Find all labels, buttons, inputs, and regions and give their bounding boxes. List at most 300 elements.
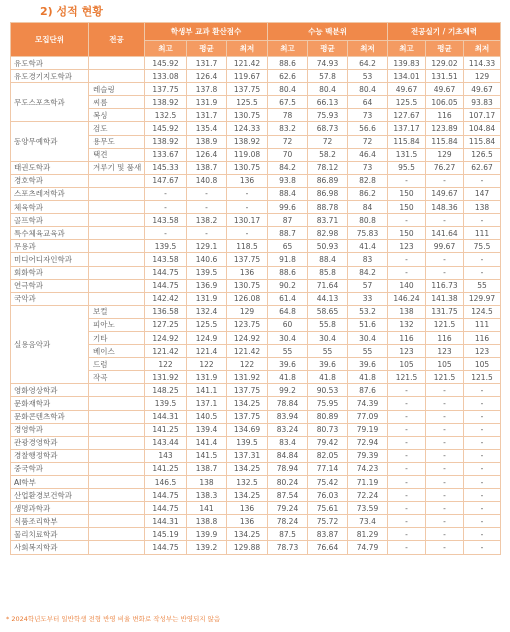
major-cell: [89, 214, 145, 227]
score-cell: 51.6: [348, 318, 388, 331]
header-dept: 모집단위: [11, 23, 89, 57]
score-cell: 111: [464, 318, 501, 331]
score-cell: 137.17: [388, 122, 426, 135]
score-cell: 129.02: [426, 57, 464, 70]
score-cell: 39.6: [308, 358, 348, 371]
table-row: [11, 423, 501, 436]
score-cell: 138.7: [187, 161, 227, 174]
dept-cell: AI학부: [11, 476, 89, 489]
score-cell: 90.2: [268, 279, 308, 292]
major-cell: [89, 515, 145, 528]
score-cell: 70: [268, 148, 308, 161]
score-cell: 115.84: [426, 135, 464, 148]
score-cell: 83.24: [268, 423, 308, 436]
score-cell: 72: [268, 135, 308, 148]
score-cell: 129.88: [227, 541, 268, 554]
score-cell: 73: [348, 161, 388, 174]
score-cell: 105: [464, 358, 501, 371]
major-cell: 택견: [89, 148, 145, 161]
major-cell: 레슬링: [89, 83, 145, 96]
score-cell: 119.08: [227, 148, 268, 161]
score-cell: 74.93: [308, 57, 348, 70]
score-cell: 78.12: [308, 161, 348, 174]
score-cell: 99.6: [268, 201, 308, 214]
score-cell: 41.4: [348, 240, 388, 253]
score-cell: 132.5: [227, 476, 268, 489]
score-cell: -: [388, 266, 426, 279]
score-cell: 141.1: [187, 384, 227, 397]
score-cell: -: [187, 187, 227, 200]
score-cell: 141.25: [145, 462, 187, 475]
table-row: [11, 57, 501, 70]
table-row: [11, 502, 501, 515]
dept-cell: 실용음악과: [11, 305, 89, 384]
score-cell: 55: [348, 345, 388, 358]
score-cell: -: [388, 410, 426, 423]
major-cell: [89, 410, 145, 423]
score-cell: -: [464, 214, 501, 227]
table-row: [11, 449, 501, 462]
score-cell: 125.5: [227, 96, 268, 109]
score-cell: 137.1: [187, 397, 227, 410]
score-cell: 99.67: [426, 240, 464, 253]
table-row: [11, 292, 501, 305]
major-cell: [89, 174, 145, 187]
dept-cell: 유도학과: [11, 57, 89, 70]
score-cell: 57.8: [308, 70, 348, 83]
score-cell: 127.25: [145, 318, 187, 331]
score-cell: 123: [388, 345, 426, 358]
score-cell: 132.4: [187, 305, 227, 318]
score-cell: 55: [464, 279, 501, 292]
table-row: [11, 410, 501, 423]
major-cell: 복싱: [89, 109, 145, 122]
score-cell: 74.39: [348, 397, 388, 410]
score-cell: 130.75: [227, 161, 268, 174]
score-cell: 141.64: [426, 227, 464, 240]
table-row: [11, 266, 501, 279]
major-cell: 드럼: [89, 358, 145, 371]
score-cell: 49.67: [464, 83, 501, 96]
score-cell: -: [145, 187, 187, 200]
score-cell: 130.75: [227, 279, 268, 292]
score-cell: 144.75: [145, 489, 187, 502]
score-cell: 90.53: [308, 384, 348, 397]
score-cell: 39.6: [268, 358, 308, 371]
score-cell: 80.73: [308, 423, 348, 436]
score-cell: 123.89: [426, 122, 464, 135]
score-cell: -: [388, 541, 426, 554]
score-cell: 95.5: [388, 161, 426, 174]
score-cell: 73.59: [348, 502, 388, 515]
score-cell: -: [388, 423, 426, 436]
score-cell: 79.39: [348, 449, 388, 462]
major-cell: [89, 397, 145, 410]
score-cell: 144.75: [145, 541, 187, 554]
score-cell: 88.4: [308, 253, 348, 266]
score-cell: 150: [388, 227, 426, 240]
score-cell: -: [388, 502, 426, 515]
score-cell: 124.33: [227, 122, 268, 135]
score-cell: 134.25: [227, 397, 268, 410]
score-cell: -: [388, 515, 426, 528]
score-cell: 30.4: [268, 331, 308, 344]
score-cell: -: [426, 253, 464, 266]
score-cell: 129.1: [187, 240, 227, 253]
major-cell: [89, 541, 145, 554]
score-cell: 114.33: [464, 57, 501, 70]
major-cell: [89, 292, 145, 305]
score-cell: -: [426, 423, 464, 436]
header-sub: 최저: [227, 41, 268, 57]
score-cell: 85.8: [308, 266, 348, 279]
score-cell: 126.4: [187, 70, 227, 83]
score-cell: 138: [388, 305, 426, 318]
dept-cell: 동양무예학과: [11, 122, 89, 161]
score-cell: 137.8: [187, 83, 227, 96]
score-cell: 134.69: [227, 423, 268, 436]
score-cell: -: [388, 214, 426, 227]
score-cell: 139.2: [187, 541, 227, 554]
score-cell: 129: [227, 305, 268, 318]
score-cell: 86.98: [308, 187, 348, 200]
major-cell: 겨루기 및 품새: [89, 161, 145, 174]
score-cell: 62.67: [464, 161, 501, 174]
major-cell: [89, 279, 145, 292]
score-cell: -: [464, 541, 501, 554]
score-cell: 72: [308, 135, 348, 148]
score-cell: 141.5: [187, 449, 227, 462]
table-row: [11, 476, 501, 489]
dept-cell: 유도경기지도학과: [11, 70, 89, 83]
score-cell: 147: [464, 187, 501, 200]
score-cell: 115.84: [388, 135, 426, 148]
score-cell: 49.67: [388, 83, 426, 96]
major-cell: 검도: [89, 122, 145, 135]
header-major: 전공: [89, 23, 145, 57]
score-cell: -: [388, 528, 426, 541]
score-cell: -: [426, 397, 464, 410]
score-cell: 139.5: [187, 266, 227, 279]
score-cell: 72.94: [348, 436, 388, 449]
score-cell: 78.84: [268, 397, 308, 410]
score-cell: -: [426, 476, 464, 489]
score-cell: 131.9: [187, 371, 227, 384]
score-cell: 139.5: [145, 240, 187, 253]
score-cell: 111: [464, 227, 501, 240]
score-cell: 74.23: [348, 462, 388, 475]
score-cell: -: [464, 515, 501, 528]
score-cell: 105: [426, 358, 464, 371]
score-cell: 144.75: [145, 502, 187, 515]
score-cell: 116: [464, 331, 501, 344]
score-cell: 66.13: [308, 96, 348, 109]
score-cell: 115.84: [464, 135, 501, 148]
score-cell: 134.25: [227, 489, 268, 502]
dept-cell: 경영학과: [11, 423, 89, 436]
major-cell: 기타: [89, 331, 145, 344]
score-cell: 84.84: [268, 449, 308, 462]
score-cell: 91.8: [268, 253, 308, 266]
major-cell: [89, 384, 145, 397]
score-cell: 82.98: [308, 227, 348, 240]
score-cell: 81.29: [348, 528, 388, 541]
score-cell: -: [227, 227, 268, 240]
score-cell: 121.42: [227, 57, 268, 70]
score-cell: 143: [145, 449, 187, 462]
score-cell: 138: [464, 201, 501, 214]
major-cell: [89, 227, 145, 240]
score-cell: 71.64: [308, 279, 348, 292]
score-cell: 78.73: [268, 541, 308, 554]
score-cell: 65: [268, 240, 308, 253]
score-cell: 131.5: [388, 148, 426, 161]
score-cell: 75.95: [308, 397, 348, 410]
score-cell: 72: [348, 135, 388, 148]
score-cell: 88.6: [268, 57, 308, 70]
score-cell: -: [426, 541, 464, 554]
score-cell: 122: [187, 358, 227, 371]
score-cell: 131.75: [426, 305, 464, 318]
header-sub: 최고: [268, 41, 308, 57]
score-cell: 126.4: [187, 148, 227, 161]
score-cell: 116: [426, 109, 464, 122]
score-cell: 77.09: [348, 410, 388, 423]
score-cell: -: [426, 384, 464, 397]
score-cell: 82.05: [308, 449, 348, 462]
major-cell: [89, 528, 145, 541]
score-cell: 131.92: [227, 371, 268, 384]
score-cell: 116: [426, 331, 464, 344]
table-row: [11, 83, 501, 96]
score-cell: 131.9: [187, 292, 227, 305]
score-cell: 123: [426, 345, 464, 358]
score-cell: 143.58: [145, 214, 187, 227]
score-cell: 123: [388, 240, 426, 253]
score-cell: 149.67: [426, 187, 464, 200]
score-cell: 41.8: [268, 371, 308, 384]
score-cell: 86.2: [348, 187, 388, 200]
score-cell: 84.2: [348, 266, 388, 279]
score-cell: 106.05: [426, 96, 464, 109]
major-cell: [89, 253, 145, 266]
score-cell: -: [145, 227, 187, 240]
score-cell: -: [426, 502, 464, 515]
score-cell: 33: [348, 292, 388, 305]
score-cell: 134.01: [388, 70, 426, 83]
major-cell: 베이스: [89, 345, 145, 358]
score-cell: 137.75: [227, 410, 268, 423]
score-cell: 134.25: [227, 462, 268, 475]
score-cell: 53.2: [348, 305, 388, 318]
major-cell: [89, 502, 145, 515]
score-cell: -: [388, 449, 426, 462]
major-cell: [89, 449, 145, 462]
dept-cell: 회화학과: [11, 266, 89, 279]
table-row: [11, 541, 501, 554]
header-sub: 최고: [145, 41, 187, 57]
score-cell: -: [187, 227, 227, 240]
major-cell: [89, 436, 145, 449]
score-cell: 134.25: [227, 528, 268, 541]
score-cell: 131.9: [187, 96, 227, 109]
score-cell: 84: [348, 201, 388, 214]
score-cell: 125.5: [388, 96, 426, 109]
score-cell: 124.92: [227, 331, 268, 344]
header-sub: 최고: [388, 41, 426, 57]
score-cell: 83: [348, 253, 388, 266]
score-cell: 30.4: [348, 331, 388, 344]
score-cell: 71.19: [348, 476, 388, 489]
score-cell: -: [426, 528, 464, 541]
major-cell: [89, 240, 145, 253]
dept-cell: 물리치료학과: [11, 528, 89, 541]
score-cell: 136: [227, 502, 268, 515]
score-cell: 55.8: [308, 318, 348, 331]
score-table: [10, 22, 501, 555]
dept-cell: 스포츠레저학과: [11, 187, 89, 200]
score-cell: 87.6: [348, 384, 388, 397]
score-cell: 135.4: [187, 122, 227, 135]
header-group-school-record: 학생부 교과 환산점수: [145, 23, 268, 41]
dept-cell: 경찰행정학과: [11, 449, 89, 462]
dept-cell: 무용과: [11, 240, 89, 253]
score-cell: -: [388, 174, 426, 187]
score-cell: 138.92: [145, 135, 187, 148]
score-cell: 121.42: [227, 345, 268, 358]
score-cell: 75.93: [308, 109, 348, 122]
dept-cell: 관광경영학과: [11, 436, 89, 449]
score-cell: 131.7: [187, 57, 227, 70]
score-cell: 121.5: [388, 371, 426, 384]
table-row: [11, 279, 501, 292]
score-cell: 93.83: [464, 96, 501, 109]
score-cell: 57: [348, 279, 388, 292]
score-cell: 137.75: [227, 83, 268, 96]
score-cell: 138.92: [227, 135, 268, 148]
score-cell: 144.31: [145, 515, 187, 528]
score-cell: 125.5: [187, 318, 227, 331]
score-cell: 105: [388, 358, 426, 371]
header-group-practical: 전공실기 / 기초체력: [388, 23, 501, 41]
score-cell: -: [426, 436, 464, 449]
dept-cell: 문화콘텐츠학과: [11, 410, 89, 423]
score-cell: 138.2: [187, 214, 227, 227]
score-cell: 126.08: [227, 292, 268, 305]
table-row: [11, 528, 501, 541]
score-cell: 138: [187, 476, 227, 489]
score-cell: 80.4: [348, 83, 388, 96]
score-cell: 88.7: [268, 227, 308, 240]
score-cell: -: [464, 253, 501, 266]
major-cell: [89, 462, 145, 475]
score-cell: 75.83: [348, 227, 388, 240]
score-cell: 83.2: [268, 122, 308, 135]
table-row: [11, 397, 501, 410]
table-row: [11, 70, 501, 83]
score-cell: 144.31: [145, 410, 187, 423]
score-cell: 46.4: [348, 148, 388, 161]
score-cell: 83.87: [308, 528, 348, 541]
score-cell: 80.4: [268, 83, 308, 96]
score-cell: 123.75: [227, 318, 268, 331]
score-cell: -: [426, 462, 464, 475]
table-row: [11, 253, 501, 266]
major-cell: [89, 476, 145, 489]
score-cell: -: [464, 476, 501, 489]
score-cell: -: [464, 489, 501, 502]
score-cell: 143.58: [145, 253, 187, 266]
dept-cell: 중국학과: [11, 462, 89, 475]
table-row: [11, 384, 501, 397]
score-cell: -: [388, 384, 426, 397]
table-row: [11, 122, 501, 135]
score-cell: 140.6: [187, 253, 227, 266]
score-cell: 122: [227, 358, 268, 371]
score-cell: 123: [464, 345, 501, 358]
score-cell: 83.71: [308, 214, 348, 227]
score-cell: 56.6: [348, 122, 388, 135]
score-cell: 129: [426, 148, 464, 161]
score-cell: 141: [187, 502, 227, 515]
score-cell: 121.5: [426, 318, 464, 331]
score-cell: -: [464, 410, 501, 423]
score-cell: 139.5: [227, 436, 268, 449]
score-cell: -: [388, 253, 426, 266]
score-cell: 88.78: [308, 201, 348, 214]
score-cell: 148.25: [145, 384, 187, 397]
major-cell: [89, 201, 145, 214]
table-row: [11, 187, 501, 200]
score-cell: 137.75: [145, 83, 187, 96]
major-cell: [89, 489, 145, 502]
score-cell: 116: [388, 331, 426, 344]
dept-cell: 사회복지학과: [11, 541, 89, 554]
major-cell: [89, 70, 145, 83]
score-cell: 141.38: [426, 292, 464, 305]
score-cell: 140: [388, 279, 426, 292]
score-cell: 144.75: [145, 266, 187, 279]
score-cell: -: [227, 201, 268, 214]
score-cell: 144.75: [145, 279, 187, 292]
score-cell: 146.24: [388, 292, 426, 305]
header-sub: 평균: [308, 41, 348, 57]
footnote: * 2024학년도부터 일반학생 전형 반영 비율 변화로 작성부는 반영되지 않음: [6, 615, 221, 623]
score-cell: 75.61: [308, 502, 348, 515]
score-cell: 124.92: [145, 331, 187, 344]
score-cell: 99.2: [268, 384, 308, 397]
score-cell: -: [464, 174, 501, 187]
score-cell: 150: [388, 187, 426, 200]
score-cell: 142.42: [145, 292, 187, 305]
header-group-suneung: 수능 백분위: [268, 23, 388, 41]
dept-cell: 문화재학과: [11, 397, 89, 410]
score-cell: -: [464, 528, 501, 541]
score-cell: -: [145, 201, 187, 214]
score-cell: 80.4: [308, 83, 348, 96]
score-cell: 87.5: [268, 528, 308, 541]
score-cell: -: [464, 502, 501, 515]
score-cell: 124.9: [187, 331, 227, 344]
score-cell: 87.54: [268, 489, 308, 502]
score-cell: 140.8: [187, 174, 227, 187]
table-row: [11, 240, 501, 253]
score-cell: 72.24: [348, 489, 388, 502]
score-cell: -: [426, 449, 464, 462]
score-cell: 104.84: [464, 122, 501, 135]
score-cell: -: [388, 476, 426, 489]
score-cell: 88.4: [268, 187, 308, 200]
